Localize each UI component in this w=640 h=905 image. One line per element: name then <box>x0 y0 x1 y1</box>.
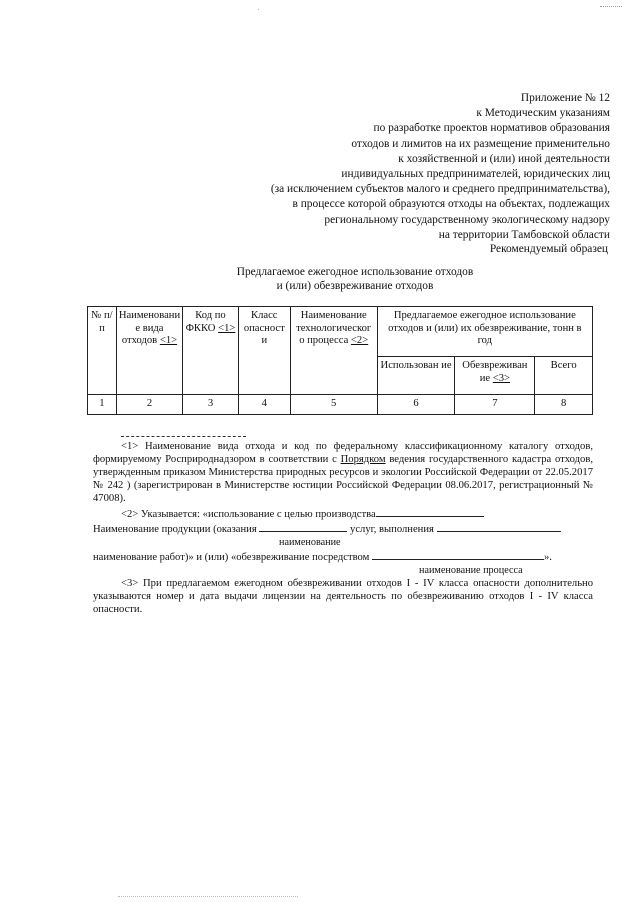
footnote-ref-2[interactable]: <2> <box>350 335 369 346</box>
header-total: Всего <box>535 357 593 395</box>
footnote-2-line-2 <box>93 521 593 536</box>
appendix-line: индивидуальных предпринимателей, юридических лиц <box>341 168 610 181</box>
appendix-line: в процессе которой образуются отходы на объектах, подлежащих <box>292 198 610 211</box>
footnote-2-line-1 <box>93 506 593 521</box>
field-caption: наименование процесса <box>419 565 523 576</box>
footnote-text: <2> Указывается: «использование с целью производства <box>121 509 376 520</box>
footnote-3: <3> При предлагаемом ежегодном обезвреживании отходов I - IV класса опасности дополнительно указываются номер и дата выдачи лицензии на деятельность по обезвреживанию отходов I - IV класса опасности. <box>93 578 593 615</box>
appendix-header <box>190 91 610 243</box>
field-caption: наименование <box>279 537 341 548</box>
scan-artifact <box>118 896 298 897</box>
header-group: Предлагаемое ежегодное использование отходов и (или) их обезвреживание, тонн в год <box>377 307 592 357</box>
header-used: Использован ие <box>377 357 455 395</box>
header-hazard-class: Класс опасност и <box>238 307 290 395</box>
table-title-line: Предлагаемое ежегодное использование отходов <box>236 266 474 278</box>
order-link[interactable]: Порядком <box>340 454 386 465</box>
fill-blank[interactable] <box>437 521 561 532</box>
appendix-line: Приложение № 12 <box>520 92 610 104</box>
table-title-line: и (или) обезвреживание отходов <box>276 280 434 292</box>
appendix-line: по разработке проектов нормативов образования <box>373 122 610 135</box>
column-number: 6 <box>377 395 455 415</box>
header-text: Наименование технологическог о процесса <box>296 310 372 346</box>
fill-blank[interactable] <box>372 549 544 560</box>
header-neutralized <box>455 357 535 395</box>
column-number: 2 <box>116 395 182 415</box>
footnote-text: услуг, выполнения <box>350 524 434 535</box>
page-mark <box>600 6 622 7</box>
footnote-text: ведения государственного кадастра отходов, утвержденным приказом Министерства природных ресурсов и экологии Российской Федерации от 22.05.2017 № 242 ) (зарегистрирован в Министерстве юстиции Российской Федерации 08.06.2017, регистрационный № 47008). <box>93 454 594 504</box>
table-title <box>210 265 500 293</box>
fill-blank[interactable] <box>376 506 484 517</box>
appendix-line: отходов и лимитов на их размещение применительно <box>351 137 610 150</box>
appendix-line: региональному государственному экологическому надзору <box>324 213 610 226</box>
appendix-line: к Методическим указаниям <box>476 107 610 120</box>
fill-blank[interactable] <box>259 521 347 532</box>
column-number: 7 <box>455 395 535 415</box>
footnote-ref-3[interactable]: <3> <box>492 372 510 384</box>
footnote-separator <box>121 436 246 437</box>
header-text: Наименовани е вида отходов <box>118 310 181 346</box>
header-process <box>290 307 377 395</box>
footnote-text: <1> Наименование вида отхода и код по федеральному классификационному каталогу отходов, формируемому Росприроднадзором в соответствии с <box>93 441 593 465</box>
column-number: 1 <box>88 395 117 415</box>
sample-label: Рекомендуемый образец <box>489 243 608 255</box>
column-number: 3 <box>183 395 239 415</box>
footnote-text: ». <box>543 552 552 563</box>
header-text: Код по ФККО <box>185 310 226 334</box>
footnote-text: Наименование продукции (оказания <box>93 524 257 535</box>
footnote-1 <box>93 440 593 505</box>
header-text: Обезвреживан ие <box>462 360 528 384</box>
header-num: № п/п <box>88 307 117 395</box>
appendix-line: на территории Тамбовской области <box>438 228 610 241</box>
column-number: 5 <box>290 395 377 415</box>
appendix-line: к хозяйственной и (или) иной деятельности <box>398 152 610 165</box>
footnote-ref-1[interactable]: <1> <box>218 322 236 334</box>
footnote-ref-1[interactable]: <1> <box>159 335 178 346</box>
column-number: 4 <box>238 395 290 415</box>
header-fkko-code <box>183 307 239 395</box>
footnotes <box>93 440 593 616</box>
header-waste-name <box>116 307 182 395</box>
appendix-line: (за исключением субъектов малого и среднего предпринимательства), <box>270 183 610 196</box>
column-number: 8 <box>535 395 593 415</box>
waste-usage-table <box>87 306 593 415</box>
footnote-2-line-3 <box>93 549 593 564</box>
scan-speck <box>258 9 259 10</box>
footnote-text: наименование работ)» и (или) «обезвреживание посредством <box>93 552 370 563</box>
